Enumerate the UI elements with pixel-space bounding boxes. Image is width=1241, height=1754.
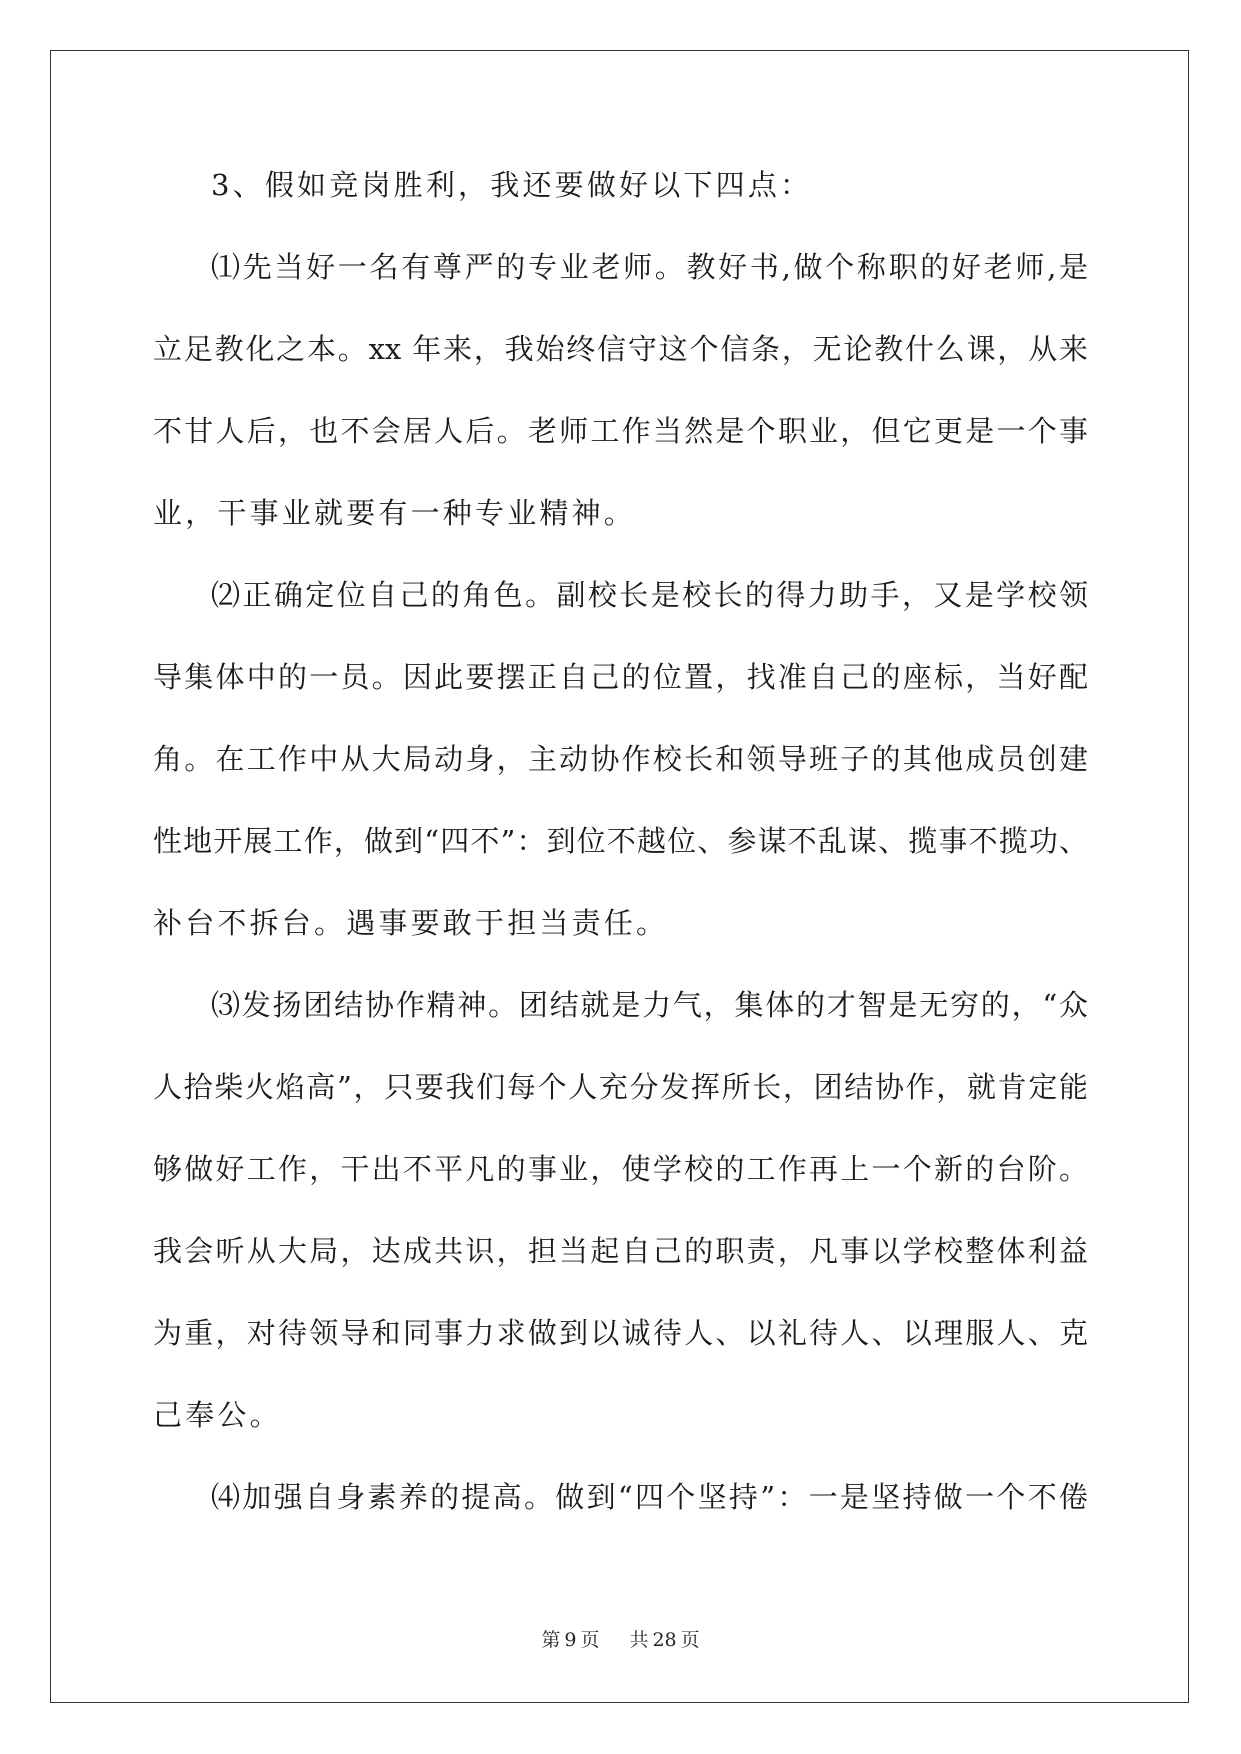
total-suffix: 页: [680, 1629, 700, 1651]
page-prefix: 第: [541, 1629, 561, 1651]
text-line: 3、假如竞岗胜利，我还要做好以下四点：: [211, 168, 813, 202]
text-line: 补台不拆台。遇事要敢于担当责任。: [153, 906, 669, 940]
text-line: 人拾柴火焰高”，只要我们每个人充分发挥所长，团结协作，就肯定能: [153, 1070, 1088, 1104]
page-suffix: 页: [580, 1629, 600, 1651]
text-line: ⑵正确定位自己的角色。副校长是校长的得力助手，又是学校领: [211, 578, 1088, 612]
document-body: [153, 165, 1088, 1559]
total-pages: 28: [652, 1629, 677, 1651]
text-line: 为重，对待领导和同事力求做到以诚待人、以礼待人、以理服人、克: [153, 1316, 1088, 1350]
text-line: ⑴先当好一名有尊严的专业老师。教好书,做个称职的好老师,是: [211, 250, 1088, 284]
text-line: 性地开展工作，做到“四不”：到位不越位、参谋不乱谋、揽事不揽功、: [153, 824, 1088, 858]
page-footer: [0, 1628, 1241, 1652]
page-number: 9: [564, 1629, 577, 1651]
text-line: ⑶发扬团结协作精神。团结就是力气，集体的才智是无穷的，“众: [211, 988, 1088, 1022]
text-line: 导集体中的一员。因此要摆正自己的位置，找准自己的座标，当好配: [153, 660, 1088, 694]
text-line: 己奉公。: [153, 1398, 282, 1432]
text-line: 够做好工作，干出不平凡的事业，使学校的工作再上一个新的台阶。: [153, 1152, 1088, 1186]
total-prefix: 共: [629, 1629, 649, 1651]
text-line: ⑷加强自身素养的提高。做到“四个坚持”：一是坚持做一个不倦: [211, 1480, 1088, 1514]
text-line: 立足教化之本。xx 年来，我始终信守这个信条，无论教什么课，从来: [153, 332, 1088, 366]
text-line: 不甘人后，也不会居人后。老师工作当然是个职业，但它更是一个事: [153, 414, 1088, 448]
text-line: 我会听从大局，达成共识，担当起自己的职责，凡事以学校整体利益: [153, 1234, 1088, 1268]
text-line: 角。在工作中从大局动身，主动协作校长和领导班子的其他成员创建: [153, 742, 1088, 776]
text-line: 业，干事业就要有一种专业精神。: [153, 496, 637, 530]
